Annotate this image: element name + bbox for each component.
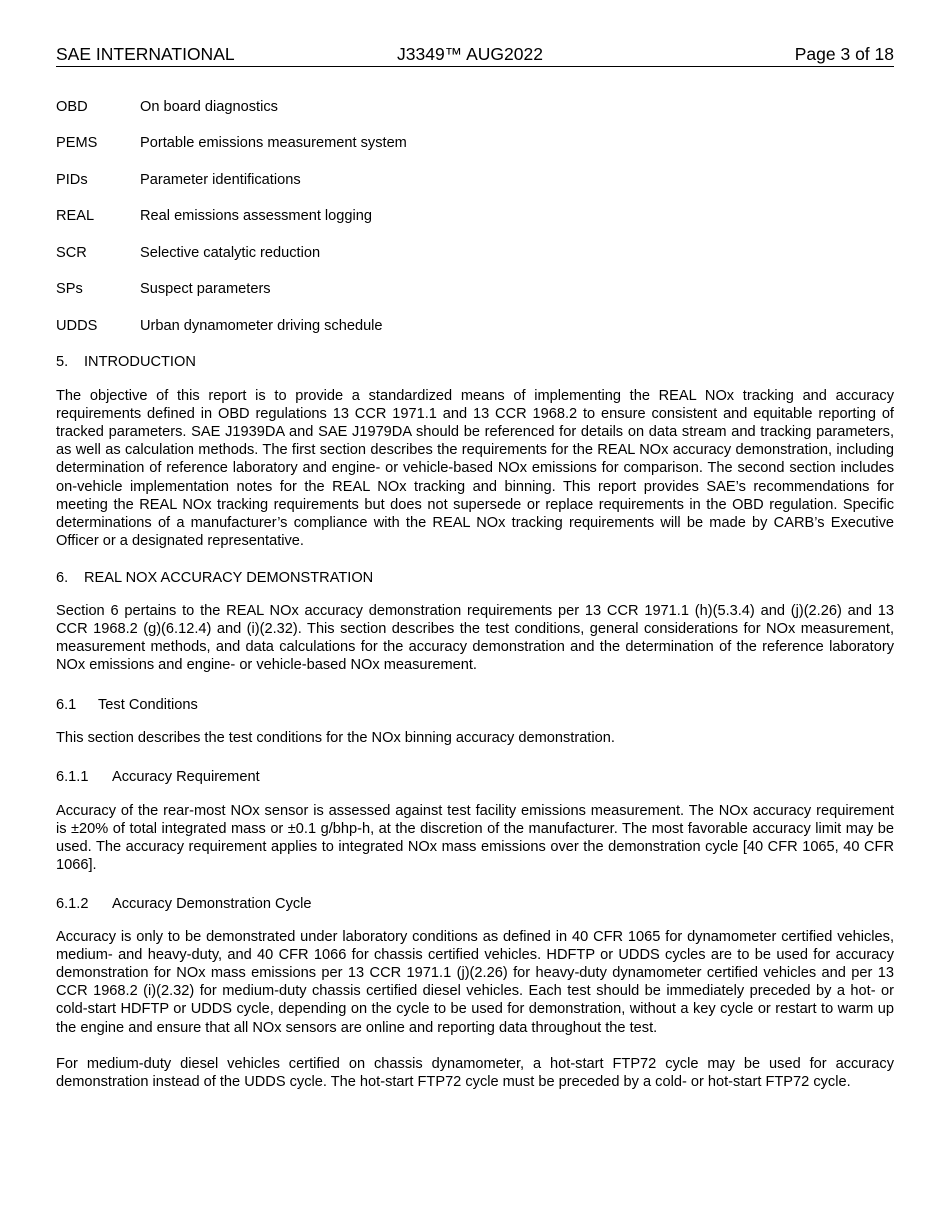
abbreviation-term: SPs	[56, 281, 83, 297]
section-number: 5.	[56, 354, 69, 370]
page-header	[56, 44, 894, 67]
header-publisher: SAE INTERNATIONAL	[56, 44, 235, 64]
introduction-paragraph: The objective of this report is to provide a standardized means of implementing the REAL NOx tracking and accuracy requirements defined in OBD regulations 13 CCR 1971.1 and 13 CCR 1968.2 to ensure consistent and equitable reporting of tracked parameters. SAE J1939DA and SAE J1979DA should be referenced for details on data stream and tracking parameters, as well as calculation methods. The first section describes the requirements for the REAL NOx accuracy demonstration, including determination of reference laboratory and engine- or vehicle-based NOx emissions for comparison. The second section includes on-vehicle implementation notes for the REAL NOx tracking and binning. This report provides SAE’s recommendations for meeting the REAL NOx tracking requirements but does not supersede or replace requirements in the OBD regulation. Specific determinations of a manufacturer’s compliance with the REAL NOx tracking requirements will be made by CARB’s Executive Officer or a designated representative.	[56, 387, 894, 550]
section-title: Accuracy Demonstration Cycle	[112, 896, 312, 912]
abbreviation-term: UDDS	[56, 318, 98, 334]
abbreviation-definition: Selective catalytic reduction	[140, 245, 321, 261]
abbreviation-definition: Portable emissions measurement system	[140, 135, 407, 151]
section-heading-accuracy-requirement	[56, 768, 260, 786]
section-number: 6.1	[56, 697, 77, 713]
section-title: Test Conditions	[98, 697, 198, 713]
section-title: Accuracy Requirement	[112, 769, 260, 785]
abbreviation-definition: Suspect parameters	[140, 281, 271, 297]
abbreviation-term: SCR	[56, 245, 87, 261]
abbreviation-term: OBD	[56, 99, 88, 115]
demonstration-cycle-paragraph: Accuracy is only to be demonstrated under laboratory conditions as defined in 40 CFR 1065 for dynamometer certified vehicles, medium- and heavy-duty, and 40 CFR 1066 for chassis certified vehicles. HDFTP or UDDS cycles are to be used for accuracy demonstration for NOx mass emissions per 13 CCR 1971.1 (j)(2.26) for heavy-duty dynamometer certified vehicles and per 13 CCR 1968.2 (i)(2.32) for medium-duty chassis certified diesel vehicles. Each test should be immediately preceded by a hot- or cold-start HDFTP or UDDS cycle, depending on the cycle to be used for demonstration, without a key cycle or restart to warm up the engine and ensure that all NOx sensors are online and reporting data throughout the test.	[56, 928, 894, 1036]
section-number: 6.1.1	[56, 769, 89, 785]
abbreviation-term: PIDs	[56, 172, 88, 188]
section-number: 6.1.2	[56, 896, 89, 912]
section-title: INTRODUCTION	[84, 354, 196, 370]
abbreviation-term: REAL	[56, 208, 95, 224]
header-document-id: J3349™ AUG2022	[397, 44, 543, 64]
abbreviation-term: PEMS	[56, 135, 98, 151]
abbreviation-definition: Parameter identifications	[140, 172, 301, 188]
section-title: REAL NOX ACCURACY DEMONSTRATION	[84, 570, 374, 586]
section-number: 6.	[56, 570, 69, 586]
abbreviation-definition: Real emissions assessment logging	[140, 208, 372, 224]
accuracy-demonstration-paragraph: Section 6 pertains to the REAL NOx accuracy demonstration requirements per 13 CCR 1971.1 (h)(5.3.4) and (j)(2.26) and 13 CCR 1968.2 (g)(6.12.4) and (i)(2.32). This section describes the test conditions, general considerations for NOx measurement, measurement methods, and data calculations for the accuracy demonstration and the determination of the reference laboratory NOx emissions and engine- or vehicle-based NOx measurement.	[56, 602, 894, 674]
accuracy-requirement-paragraph: Accuracy of the rear-most NOx sensor is assessed against test facility emissions measurement. The NOx accuracy requirement is ±20% of total integrated mass or ±0.1 g/bhp-h, at the discretion of the manufacturer. The most favorable accuracy limit may be used. The accuracy requirement applies to integrated NOx mass emissions over the demonstration cycle [40 CFR 1065, 40 CFR 1066].	[56, 802, 894, 874]
section-heading-demonstration-cycle	[56, 895, 312, 913]
section-heading-introduction	[56, 353, 196, 371]
abbreviation-definition: Urban dynamometer driving schedule	[140, 318, 383, 334]
medium-duty-paragraph: For medium-duty diesel vehicles certified on chassis dynamometer, a hot-start FTP72 cycle may be used for accuracy demonstration instead of the UDDS cycle. The hot-start FTP72 cycle must be preceded by a cold- or hot-start FTP72 cycle.	[56, 1055, 894, 1090]
section-heading-accuracy-demonstration	[56, 569, 373, 587]
section-heading-test-conditions	[56, 696, 198, 714]
abbreviation-definition: On board diagnostics	[140, 99, 278, 115]
test-conditions-paragraph: This section describes the test conditions for the NOx binning accuracy demonstration.	[56, 729, 615, 746]
header-page-number: Page 3 of 18	[794, 44, 894, 64]
